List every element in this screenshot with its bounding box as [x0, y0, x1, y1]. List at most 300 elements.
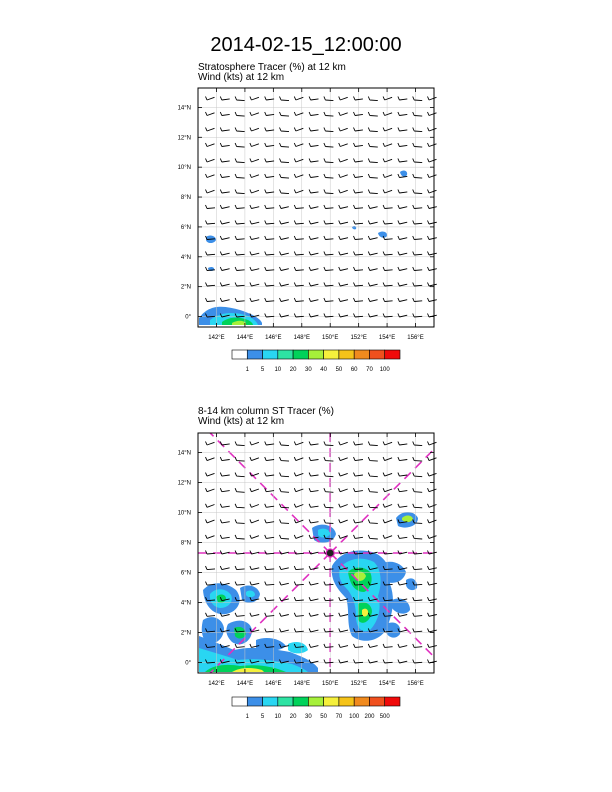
x-tick-label: 148°E: [293, 681, 310, 687]
wind-barb: [368, 442, 378, 446]
wind-barb: [354, 190, 363, 194]
wind-barb: [413, 174, 423, 178]
wind-barb: [280, 252, 289, 256]
wind-barb: [428, 283, 437, 287]
wind-barb: [235, 582, 245, 586]
wind-barb: [206, 97, 215, 101]
tracer-patch: [288, 642, 308, 653]
wind-barb: [250, 267, 259, 271]
y-tick-label: 8°N: [180, 540, 191, 547]
wind-barb: [309, 582, 318, 586]
wind-barb: [354, 473, 363, 477]
wind-barb: [235, 128, 245, 132]
wind-barb: [354, 298, 364, 302]
wind-barb: [265, 582, 275, 586]
wind-barb: [280, 221, 289, 225]
wind-barb: [309, 504, 318, 508]
colorbar-swatch: [308, 350, 323, 359]
wind-barb: [383, 252, 393, 256]
wind-barb: [383, 660, 393, 664]
colorbar-swatch: [369, 697, 384, 706]
colorbar-label: 20: [289, 714, 297, 720]
center-marker-dot: [326, 549, 334, 557]
wind-barb: [280, 535, 290, 539]
wind-barb: [413, 221, 423, 225]
wind-barb: [383, 97, 392, 101]
wind-barb: [368, 298, 377, 302]
wind-barb: [398, 457, 407, 461]
wind-barb: [428, 112, 437, 116]
wind-barb: [324, 283, 334, 287]
wind-barb: [368, 519, 378, 523]
wind-barb: [294, 314, 304, 318]
wind-barb: [354, 174, 363, 178]
wind-barb: [354, 283, 364, 287]
colorbar-swatch: [232, 350, 247, 359]
wind-barb: [339, 128, 348, 132]
wind-barb: [220, 236, 229, 240]
wind-barb: [235, 473, 245, 477]
x-tick-label: 152°E: [350, 681, 367, 687]
wind-barb: [324, 298, 334, 302]
colorbar-swatch: [369, 350, 384, 359]
wind-barb: [428, 159, 437, 163]
wind-barb: [265, 283, 275, 287]
wind-barb: [383, 221, 393, 225]
wind-barb: [309, 128, 318, 132]
wind-barb: [413, 298, 423, 302]
wind-barb: [280, 582, 289, 586]
x-tick-label: 142°E: [208, 681, 225, 687]
wind-barb: [206, 143, 215, 147]
wind-barb: [324, 473, 334, 477]
wind-barb: [339, 221, 348, 225]
colorbar-label: 500: [379, 714, 390, 720]
wind-barb: [280, 143, 290, 147]
wind-barb: [235, 205, 245, 209]
wind-barb: [383, 473, 392, 477]
wind-barb: [368, 97, 378, 101]
wind-barb: [428, 644, 437, 648]
wind-barb: [250, 159, 259, 163]
wind-barb: [413, 159, 423, 163]
wind-barb: [280, 174, 290, 178]
wind-barb: [220, 283, 229, 287]
wind-barb: [235, 283, 245, 287]
wind-barb: [309, 488, 318, 492]
wind-barb: [428, 613, 437, 617]
wind-barb: [250, 221, 259, 225]
wind-barb: [398, 190, 407, 194]
wind-barb: [220, 205, 229, 209]
wind-barb: [324, 236, 334, 240]
wind-barb: [413, 143, 423, 147]
wind-barb: [324, 519, 334, 523]
wind-barb: [309, 597, 318, 601]
x-tick-label: 152°E: [350, 335, 367, 341]
wind-barb: [206, 283, 216, 287]
wind-barb: [398, 236, 407, 240]
wind-barb: [235, 97, 245, 101]
wind-barb: [294, 628, 304, 632]
wind-barb: [324, 457, 334, 461]
wind-barb: [280, 128, 290, 132]
wind-barb: [265, 97, 274, 101]
wind-barb: [265, 519, 274, 523]
wind-barb: [294, 597, 304, 601]
wind-barb: [383, 174, 392, 178]
x-tick-label: 150°E: [322, 335, 339, 341]
wind-barb: [206, 221, 216, 225]
wind-barb: [206, 488, 215, 492]
wind-barb: [413, 205, 423, 209]
wind-barb: [383, 190, 392, 194]
wind-barb: [354, 97, 363, 101]
wind-barb: [354, 143, 363, 147]
x-tick-label: 144°E: [236, 335, 254, 341]
wind-barb: [280, 504, 290, 508]
wind-barb: [220, 519, 229, 523]
wind-barb: [294, 236, 304, 240]
wind-barb: [383, 283, 393, 287]
wind-barb: [398, 644, 407, 648]
wind-barb: [265, 628, 275, 632]
wind-barb: [339, 613, 348, 617]
wind-barb: [265, 298, 275, 302]
wind-barb: [265, 597, 275, 601]
wind-barb: [324, 628, 334, 632]
wind-barb: [206, 298, 216, 302]
wind-barb: [206, 519, 215, 523]
wind-barb: [383, 159, 392, 163]
wind-barb: [265, 504, 274, 508]
y-tick-label: 10°N: [177, 165, 191, 172]
colorbar-label: 1: [245, 714, 249, 720]
wind-barb: [250, 566, 259, 570]
wind-barb: [339, 112, 348, 116]
wind-barb: [294, 267, 304, 271]
wind-barb: [235, 457, 245, 461]
colorbar-label: 50: [320, 714, 327, 720]
wind-barb: [220, 159, 229, 163]
panel-stratosphere-tracer: [178, 62, 437, 373]
wind-barb: [265, 252, 275, 256]
wind-barb: [324, 128, 334, 132]
x-tick-label: 148°E: [293, 335, 310, 341]
wind-barb: [354, 205, 364, 209]
wind-barb: [413, 504, 423, 508]
wind-barb: [383, 644, 393, 648]
wind-barb: [324, 267, 334, 271]
wind-barb: [309, 174, 318, 178]
wind-barb: [383, 112, 392, 116]
wind-barb: [265, 473, 274, 477]
wind-barb: [220, 97, 229, 101]
wind-barb: [280, 159, 290, 163]
wind-barb: [235, 535, 245, 539]
wind-barb: [250, 283, 259, 287]
wind-barb: [398, 582, 407, 586]
wind-barb: [324, 97, 334, 101]
wind-barb: [265, 566, 275, 570]
wind-barb: [294, 252, 304, 256]
wind-barb: [398, 128, 407, 132]
wind-barb: [280, 628, 289, 632]
wind-barb: [413, 128, 423, 132]
wind-barb: [309, 283, 318, 287]
wind-barb: [206, 442, 215, 446]
wind-barb: [309, 236, 318, 240]
wind-barb: [309, 143, 318, 147]
wind-barb: [354, 457, 363, 461]
wind-barb: [398, 252, 407, 256]
wind-barb: [354, 660, 364, 664]
wind-barb: [220, 566, 229, 570]
wind-barb: [398, 473, 407, 477]
wind-barb: [368, 221, 377, 225]
wind-barb: [383, 457, 392, 461]
y-tick-label: 0°: [185, 314, 191, 321]
wind-barb: [324, 174, 334, 178]
wind-barb: [428, 174, 437, 178]
wind-barb: [383, 298, 393, 302]
wind-barb: [398, 159, 407, 163]
tracer-patch: [352, 226, 356, 229]
wind-barb: [294, 283, 304, 287]
wind-barb: [413, 628, 423, 632]
wind-barb: [398, 205, 407, 209]
x-tick-label: 146°E: [265, 335, 282, 341]
colorbar-label: 70: [335, 714, 343, 720]
wind-barb: [428, 221, 437, 225]
wind-barb: [368, 644, 377, 648]
wind-barb: [324, 221, 334, 225]
wind-barb: [428, 473, 437, 477]
wind-barb: [309, 473, 318, 477]
wind-barb: [398, 283, 407, 287]
wind-barb: [368, 535, 378, 539]
colorbar-swatch: [263, 697, 278, 706]
wind-barb: [309, 190, 318, 194]
storm-center-marker: [326, 549, 334, 557]
wind-barb: [235, 442, 245, 446]
wind-barb: [265, 112, 274, 116]
wind-barb: [339, 174, 348, 178]
wind-barb: [339, 205, 348, 209]
wind-barb: [250, 236, 259, 240]
wind-barb: [265, 442, 274, 446]
wind-barb: [354, 519, 363, 523]
wind-barb: [339, 143, 348, 147]
wind-barb: [280, 473, 290, 477]
colorbar-label: 100: [379, 367, 390, 373]
wind-barb: [280, 190, 290, 194]
wind-barb: [235, 252, 245, 256]
y-tick-label: 6°N: [180, 224, 191, 231]
wind-barb: [339, 267, 348, 271]
wind-barb: [339, 252, 348, 256]
wind-barb: [220, 457, 229, 461]
wind-barb: [324, 314, 334, 318]
wind-barb: [250, 442, 259, 446]
wind-barb: [280, 488, 290, 492]
wind-barb: [206, 128, 215, 132]
wind-barb: [294, 221, 304, 225]
wind-barb: [280, 442, 290, 446]
wind-barb: [309, 112, 318, 116]
colorbar-label: 40: [320, 367, 327, 373]
wind-barb: [324, 190, 334, 194]
wind-barb: [250, 190, 259, 194]
panel-2-tracer-fill: [199, 512, 418, 672]
wind-barb: [235, 143, 245, 147]
colorbar-label: 5: [260, 367, 265, 373]
wind-barb: [220, 298, 229, 302]
wind-barb: [428, 488, 437, 492]
wind-barb: [383, 488, 392, 492]
wind-barb: [206, 473, 215, 477]
wind-barb: [265, 159, 274, 163]
wind-barb: [428, 504, 437, 508]
wind-barb: [309, 205, 318, 209]
x-tick-label: 142°E: [208, 335, 225, 341]
wind-barb: [398, 112, 407, 116]
panel-2-title-line2: Wind (kts) at 12 km: [198, 416, 285, 427]
wind-barb: [368, 236, 377, 240]
wind-barb: [250, 252, 259, 256]
wind-barb: [413, 236, 423, 240]
wind-barb: [354, 128, 363, 132]
wind-barb: [339, 442, 348, 446]
wind-barb: [235, 613, 245, 617]
wind-barb: [309, 267, 318, 271]
wind-barb: [413, 252, 423, 256]
wind-barb: [413, 535, 423, 539]
x-tick-label: 144°E: [236, 681, 254, 687]
wind-barb: [280, 236, 289, 240]
y-tick-label: 10°N: [177, 510, 191, 517]
y-tick-label: 6°N: [180, 570, 191, 577]
y-tick-label: 2°N: [180, 630, 191, 637]
wind-barb: [280, 97, 290, 101]
wind-barb: [206, 112, 215, 116]
wind-barb: [368, 473, 378, 477]
wind-barb: [220, 582, 229, 586]
wind-barb: [250, 112, 259, 116]
y-tick-label: 12°N: [177, 135, 191, 142]
y-tick-label: 2°N: [180, 284, 191, 291]
wind-barb: [428, 236, 437, 240]
wind-barb: [220, 504, 229, 508]
wind-barb: [383, 143, 392, 147]
wind-barb: [235, 221, 245, 225]
colorbar-label: 60: [350, 367, 358, 373]
wind-barb: [368, 252, 377, 256]
wind-barb: [398, 504, 407, 508]
wind-barb: [383, 442, 392, 446]
wind-barb: [309, 97, 318, 101]
y-tick-label: 0°: [185, 660, 191, 667]
wind-barb: [235, 298, 245, 302]
wind-barb: [428, 298, 437, 302]
y-tick-label: 14°N: [177, 450, 191, 457]
wind-barb: [265, 205, 275, 209]
wind-barb: [265, 143, 274, 147]
panel-1-axes: [178, 88, 434, 341]
wind-barb: [250, 174, 259, 178]
wind-barb: [309, 252, 318, 256]
wind-barb: [354, 314, 364, 318]
y-tick-label: 8°N: [180, 195, 191, 202]
colorbar-swatch: [385, 350, 400, 359]
y-tick-label: 14°N: [177, 105, 191, 112]
wind-barb: [324, 504, 334, 508]
wind-barb: [383, 205, 393, 209]
wind-barb: [324, 613, 334, 617]
x-tick-label: 156°E: [407, 335, 424, 341]
wind-barb: [368, 112, 378, 116]
wind-barb: [235, 519, 245, 523]
wind-barb: [309, 644, 318, 648]
colorbar-swatch: [324, 697, 339, 706]
wind-barb: [324, 488, 334, 492]
wind-barb: [428, 143, 437, 147]
colorbar-swatch: [324, 350, 339, 359]
guide-line-ne: [330, 449, 434, 553]
colorbar-swatch: [278, 697, 293, 706]
page-title: 2014-02-15_12:00:00: [210, 34, 402, 56]
wind-barb: [339, 519, 348, 523]
wind-barb: [324, 159, 334, 163]
wind-barb: [220, 143, 229, 147]
wind-barb: [235, 488, 245, 492]
wind-barb: [413, 473, 423, 477]
wind-barb: [428, 535, 437, 539]
wind-barb: [354, 221, 364, 225]
wind-barb: [294, 566, 304, 570]
wind-barb: [324, 660, 334, 664]
wind-barb: [235, 159, 245, 163]
colorbar-swatch: [232, 697, 247, 706]
x-tick-label: 154°E: [378, 681, 396, 687]
colorbar-swatch: [293, 697, 308, 706]
wind-barb: [413, 112, 423, 116]
wind-barb: [309, 457, 318, 461]
wind-barb: [339, 97, 348, 101]
wind-barb: [294, 613, 304, 617]
wind-barb: [265, 535, 274, 539]
colorbar-label: 30: [305, 714, 312, 720]
wind-barb: [354, 488, 363, 492]
colorbar-label: 200: [364, 714, 375, 720]
colorbar-label: 100: [349, 714, 360, 720]
wind-barb: [413, 190, 423, 194]
panel-1-wind-barbs: [206, 97, 437, 318]
wind-barb: [383, 504, 392, 508]
wind-barb: [368, 488, 378, 492]
wind-barb: [428, 582, 437, 586]
wind-barb: [309, 613, 318, 617]
colorbar-swatch: [308, 697, 323, 706]
wind-barb: [324, 205, 334, 209]
wind-barb: [368, 267, 377, 271]
wind-barb: [428, 628, 437, 632]
wind-barb: [368, 283, 377, 287]
wind-barb: [413, 566, 423, 570]
wind-barb: [368, 143, 378, 147]
tracer-patch: [400, 171, 407, 177]
wind-barb: [413, 597, 423, 601]
